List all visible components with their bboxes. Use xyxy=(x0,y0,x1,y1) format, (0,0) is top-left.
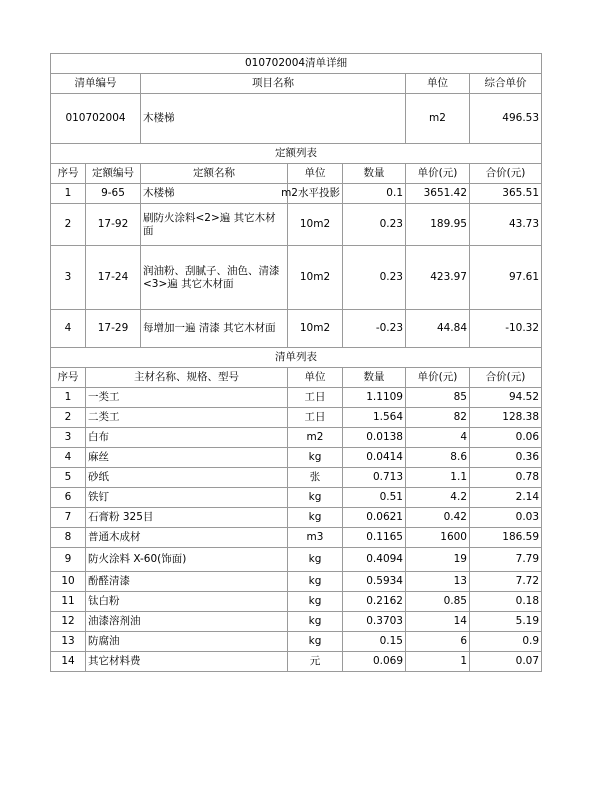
quota-no: 1 xyxy=(51,184,86,204)
material-price: 19 xyxy=(406,548,470,572)
material-unit: kg xyxy=(288,612,343,632)
bill-price: 496.53 xyxy=(470,94,542,144)
material-no: 2 xyxy=(51,408,86,428)
material-price: 0.42 xyxy=(406,508,470,528)
material-total: 0.78 xyxy=(470,468,542,488)
quota-code: 9-65 xyxy=(86,184,141,204)
material-total: 7.79 xyxy=(470,548,542,572)
quota-qty: 0.1 xyxy=(343,184,406,204)
bill-code: 010702004 xyxy=(51,94,141,144)
material-header-row xyxy=(51,368,542,388)
material-total: 0.9 xyxy=(470,632,542,652)
material-total: 0.03 xyxy=(470,508,542,528)
material-row xyxy=(51,548,542,572)
material-name: 油漆溶剂油 xyxy=(86,612,288,632)
quota-qty: -0.23 xyxy=(343,310,406,348)
bill-name: 木楼梯 xyxy=(141,94,406,144)
quota-name-header: 定额名称 xyxy=(141,164,288,184)
bill-row xyxy=(51,94,542,144)
material-row xyxy=(51,528,542,548)
material-price: 1 xyxy=(406,652,470,672)
material-total: 2.14 xyxy=(470,488,542,508)
material-price: 82 xyxy=(406,408,470,428)
material-row xyxy=(51,632,542,652)
quota-unit-text: m2水平投影 xyxy=(281,187,340,199)
quota-total: -10.32 xyxy=(470,310,542,348)
material-unit: m3 xyxy=(288,528,343,548)
material-qty: 0.51 xyxy=(343,488,406,508)
material-no: 5 xyxy=(51,468,86,488)
material-qty: 0.0621 xyxy=(343,508,406,528)
material-row xyxy=(51,592,542,612)
quota-total-header: 合价(元) xyxy=(470,164,542,184)
bill-unit: m2 xyxy=(406,94,470,144)
material-qty-header: 数量 xyxy=(343,368,406,388)
material-qty: 0.4094 xyxy=(343,548,406,572)
material-no: 9 xyxy=(51,548,86,572)
material-row xyxy=(51,612,542,632)
bill-price-header: 综合单价 xyxy=(470,74,542,94)
quota-no-header: 序号 xyxy=(51,164,86,184)
material-qty: 0.0414 xyxy=(343,448,406,468)
quota-no: 2 xyxy=(51,204,86,246)
material-name: 砂纸 xyxy=(86,468,288,488)
material-section-title: 清单列表 xyxy=(51,348,542,368)
material-unit: kg xyxy=(288,488,343,508)
material-unit: 工日 xyxy=(288,408,343,428)
quota-unit: 10m2 xyxy=(288,204,343,246)
quota-price: 44.84 xyxy=(406,310,470,348)
bill-code-header: 清单编号 xyxy=(51,74,141,94)
bill-detail-table xyxy=(50,53,542,672)
material-price-header: 单价(元) xyxy=(406,368,470,388)
bill-name-header: 项目名称 xyxy=(141,74,406,94)
page-title: 010702004清单详细 xyxy=(51,54,542,74)
material-unit: 工日 xyxy=(288,388,343,408)
material-total: 7.72 xyxy=(470,572,542,592)
material-name: 防腐油 xyxy=(86,632,288,652)
material-qty: 0.2162 xyxy=(343,592,406,612)
material-row xyxy=(51,468,542,488)
quota-price-header: 单价(元) xyxy=(406,164,470,184)
material-total: 94.52 xyxy=(470,388,542,408)
material-name-header: 主材名称、规格、型号 xyxy=(86,368,288,388)
quota-qty-header: 数量 xyxy=(343,164,406,184)
material-row xyxy=(51,408,542,428)
quota-section-row xyxy=(51,144,542,164)
material-no: 7 xyxy=(51,508,86,528)
material-unit: kg xyxy=(288,448,343,468)
material-unit: 元 xyxy=(288,652,343,672)
material-name: 麻丝 xyxy=(86,448,288,468)
quota-code: 17-29 xyxy=(86,310,141,348)
material-name: 一类工 xyxy=(86,388,288,408)
material-unit: kg xyxy=(288,592,343,612)
material-qty: 0.3703 xyxy=(343,612,406,632)
quota-row xyxy=(51,310,542,348)
material-rows xyxy=(51,388,542,672)
material-qty: 0.5934 xyxy=(343,572,406,592)
material-qty: 0.0138 xyxy=(343,428,406,448)
material-row xyxy=(51,508,542,528)
material-section-row xyxy=(51,348,542,368)
quota-unit-header: 单位 xyxy=(288,164,343,184)
material-no: 10 xyxy=(51,572,86,592)
quota-name: 润油粉、刮腻子、油色、清漆<3>遍 其它木材面 xyxy=(141,246,288,310)
material-total-header: 合价(元) xyxy=(470,368,542,388)
quota-code: 17-92 xyxy=(86,204,141,246)
quota-qty: 0.23 xyxy=(343,246,406,310)
material-total: 0.18 xyxy=(470,592,542,612)
material-price: 8.6 xyxy=(406,448,470,468)
bill-unit-header: 单位 xyxy=(406,74,470,94)
material-total: 0.07 xyxy=(470,652,542,672)
material-price: 4.2 xyxy=(406,488,470,508)
material-name: 普通木成材 xyxy=(86,528,288,548)
quota-price: 3651.42 xyxy=(406,184,470,204)
material-unit: kg xyxy=(288,572,343,592)
quota-name: 每增加一遍 清漆 其它木材面 xyxy=(141,310,288,348)
title-row xyxy=(51,54,542,74)
material-name: 白布 xyxy=(86,428,288,448)
quota-header-row xyxy=(51,164,542,184)
material-row xyxy=(51,652,542,672)
material-row xyxy=(51,448,542,468)
material-no: 4 xyxy=(51,448,86,468)
quota-row xyxy=(51,184,542,204)
material-name: 防火涂料 X-60(饰面) xyxy=(86,548,288,572)
material-total: 128.38 xyxy=(470,408,542,428)
quota-total: 43.73 xyxy=(470,204,542,246)
material-total: 0.36 xyxy=(470,448,542,468)
quota-unit xyxy=(281,184,343,204)
material-row xyxy=(51,488,542,508)
material-name: 石膏粉 325目 xyxy=(86,508,288,528)
bill-header-row xyxy=(51,74,542,94)
material-price: 4 xyxy=(406,428,470,448)
quota-row xyxy=(51,204,542,246)
quota-name: 刷防火涂料<2>遍 其它木材面 xyxy=(141,204,288,246)
quota-total: 97.61 xyxy=(470,246,542,310)
material-name: 其它材料费 xyxy=(86,652,288,672)
material-qty: 0.1165 xyxy=(343,528,406,548)
material-total: 186.59 xyxy=(470,528,542,548)
material-unit: m2 xyxy=(288,428,343,448)
material-no: 13 xyxy=(51,632,86,652)
material-price: 85 xyxy=(406,388,470,408)
material-price: 1.1 xyxy=(406,468,470,488)
material-price: 13 xyxy=(406,572,470,592)
quota-unit: 10m2 xyxy=(288,310,343,348)
material-price: 0.85 xyxy=(406,592,470,612)
quota-code: 17-24 xyxy=(86,246,141,310)
quota-section-title: 定额列表 xyxy=(51,144,542,164)
quota-row xyxy=(51,246,542,310)
quota-code-header: 定额编号 xyxy=(86,164,141,184)
material-unit: 张 xyxy=(288,468,343,488)
quota-qty: 0.23 xyxy=(343,204,406,246)
material-unit: kg xyxy=(288,508,343,528)
material-no: 14 xyxy=(51,652,86,672)
material-qty: 1.564 xyxy=(343,408,406,428)
quota-price: 189.95 xyxy=(406,204,470,246)
material-no: 3 xyxy=(51,428,86,448)
material-price: 14 xyxy=(406,612,470,632)
quota-no: 3 xyxy=(51,246,86,310)
material-unit: kg xyxy=(288,548,343,572)
material-total: 0.06 xyxy=(470,428,542,448)
material-name: 铁钉 xyxy=(86,488,288,508)
material-price: 1600 xyxy=(406,528,470,548)
material-no: 6 xyxy=(51,488,86,508)
material-row xyxy=(51,428,542,448)
quota-no: 4 xyxy=(51,310,86,348)
material-no: 1 xyxy=(51,388,86,408)
material-qty: 1.1109 xyxy=(343,388,406,408)
quota-name: 木楼梯 xyxy=(141,184,288,204)
quota-total: 365.51 xyxy=(470,184,542,204)
material-qty: 0.15 xyxy=(343,632,406,652)
quota-price: 423.97 xyxy=(406,246,470,310)
material-unit: kg xyxy=(288,632,343,652)
material-unit-header: 单位 xyxy=(288,368,343,388)
material-no: 11 xyxy=(51,592,86,612)
material-total: 5.19 xyxy=(470,612,542,632)
material-row xyxy=(51,388,542,408)
material-no-header: 序号 xyxy=(51,368,86,388)
material-row xyxy=(51,572,542,592)
material-name: 钛白粉 xyxy=(86,592,288,612)
material-qty: 0.069 xyxy=(343,652,406,672)
material-name: 酚醛清漆 xyxy=(86,572,288,592)
material-name: 二类工 xyxy=(86,408,288,428)
material-no: 8 xyxy=(51,528,86,548)
material-price: 6 xyxy=(406,632,470,652)
material-qty: 0.713 xyxy=(343,468,406,488)
material-no: 12 xyxy=(51,612,86,632)
quota-unit: 10m2 xyxy=(288,246,343,310)
